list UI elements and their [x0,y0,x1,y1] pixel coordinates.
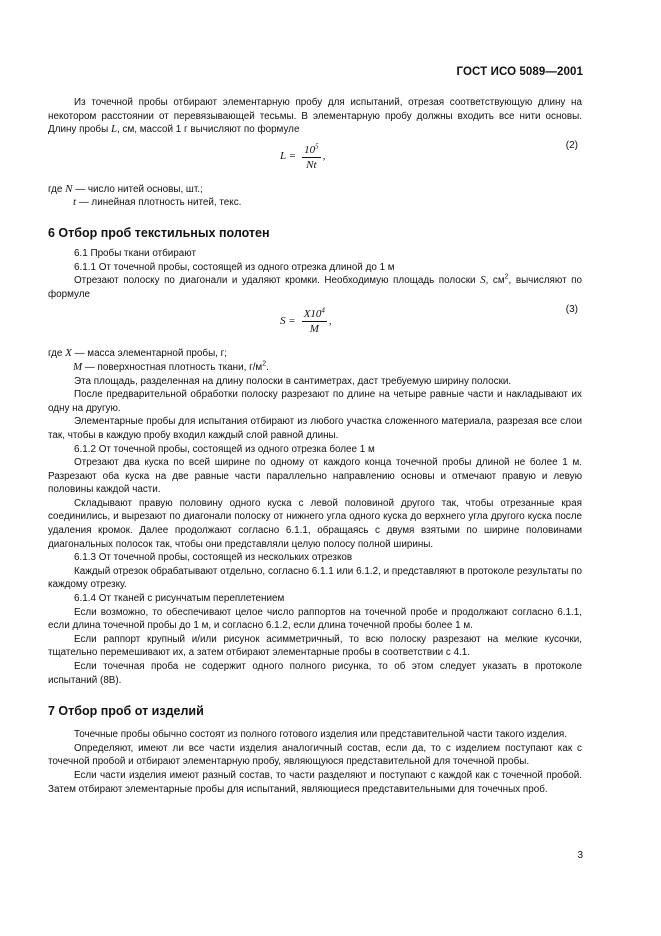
paragraph: Если возможно, то обеспечивают целое число раппортов на точечной пробе и продолжают согласно 6.1.1, если длина точечной пробы до 1 м, и согласно 6.1.2, если длина точечной пробы более 1 м. [48,606,582,632]
paragraph: Отрезают полоску по диагонали и удаляют кромки. Необходимую площадь полоски S, $см^2$, вычисляют по формуле [48,273,582,300]
paragraph: Элементарные пробы для испытания отбирают из любого участка сложенного материала, разрезая все слои так, чтобы в каждую пробу входил каждый слой равной длины. [48,416,582,441]
subsection-heading: 6.1 Пробы ткани отбирают [74,247,196,259]
document-header: ГОСТ ИСО 5089—2001 [456,66,583,78]
formula-number: (2) [565,139,578,151]
where-line: где X — масса элементарной пробы, г; [48,347,227,360]
subsection-heading: 6.1.3 От точечной пробы, состоящей из нескольких отрезков [74,552,353,564]
paragraph: Если точечная проба не содержит одного полного рисунка, то об этом следует указать в протоколе испытаний (8В). [48,661,582,686]
paragraph: Каждый отрезок обрабатывают отдельно, согласно 6.1.1 или 6.1.2, и представляют в протоколе результаты по каждому отрезку. [48,565,582,591]
paragraph: Отрезают два куска по всей ширине по одному от каждого конца точечной пробы длиной не более 1 м. Разрезают оба куска на две равные части параллельно направлению основы и отмечают правую и левую половины каждой части. [48,457,582,496]
formula-2: L = $\frac{10^5}{Nt}$ , (2) [280,139,578,171]
paragraph: Складывают правую половину одного куска с левой половиной другого так, чтобы отрезанные края соединились, и вырезают по диагонали полоску от нижнего угла одного куска до верхнего угла другого куска после удаления кромок. Далее продолжают согласно 6.1.1, обращаясь с двумя взятыми по ширине половинами диагональных полосок так, чтобы они представляли целую полосу полной ширины. [48,497,582,550]
where-line: M — поверхностная плотность ткани, $г/м^2$. [73,360,269,373]
paragraph: Определяют, имеют ли все части изделия аналогичный состав, если да, то с изделием поступают как с точечной пробой и отбирают элементарную пробу, являющуюся представительной для точечной пробы. [48,742,582,768]
subsection-heading: 6.1.2 От точечной пробы, состоящей из одного отрезка более 1 м [74,443,375,455]
paragraph: Точечные пробы обычно состоят из полного готового изделия или представительной части такого изделия. [74,729,567,741]
paragraph: Эта площадь, разделенная на длину полоски в сантиметрах, даст требуемую ширину полоски. [74,375,512,387]
section-heading: 7 Отбор проб от изделий [48,704,204,719]
paragraph: Если раппорт крупный и/или рисунок асимметричный, то всю полоску разрезают на мелкие кусочки, тщательно перемешивают их, а затем отбирают элементарные пробы в соответствии с 4.1. [48,633,582,659]
section-heading: 6 Отбор проб текстильных полотен [48,225,270,240]
document-body [48,96,582,796]
where-line: t — линейная плотность нитей, текс. [73,196,242,209]
subsection-heading: 6.1.4 От тканей с рисунчатым переплетением [74,593,285,605]
page-number: 3 [577,850,583,861]
formula-number: (3) [565,304,578,316]
where-line: где N — число нитей основы, шт.; [48,182,203,195]
paragraph: Если части изделия имеют разный состав, то части разделяют и поступают с каждой как с точечной пробой. Затем отбирают элементарные пробы для испытаний, являющиеся представительными для точечных проб. [48,769,582,795]
intro-paragraph: Из точечной пробы отбирают элементарную пробу для испытаний, отрезая соответствующую длину на некотором расстоянии от перевязывающей тесьмы. В элементарную пробу должны входить все нити основы. Длину пробы L, см, массой 1 г вычисляют по формуле [48,97,582,136]
formula-3: S = $\frac{X10^4}{M}$ , (3) [280,304,578,336]
paragraph: После предварительной обработки полоску разрезают по длине на четыре равные части и накладывают их одну на другую. [48,389,582,414]
subsection-heading: 6.1.1 От точечной пробы, состоящей из одного отрезка длиной до 1 м [74,261,395,273]
